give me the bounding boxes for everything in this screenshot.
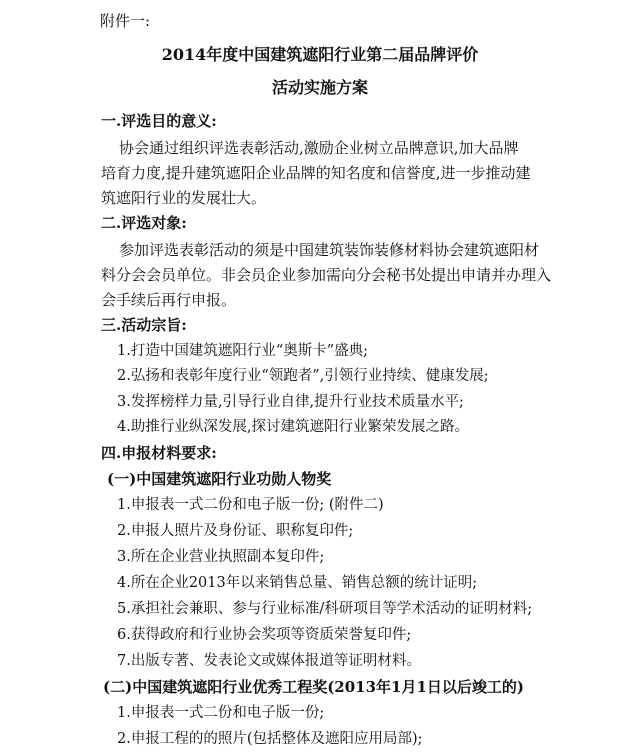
list-item: 1.打造中国建筑遮阳行业“奥斯卡”盛典; xyxy=(117,343,369,359)
list-item: 3.所在企业营业执照副本复印件; xyxy=(117,549,325,565)
paragraph-line: 会手续后再行申报。 xyxy=(101,291,237,309)
list-item: 5.承担社会兼职、参与行业标准/科研项目等学术活动的证明材料; xyxy=(117,601,533,617)
paragraph-line: 筑遮阳行业的发展壮大。 xyxy=(101,189,267,207)
subsection-title-excellent-project: (二)中国建筑遮阳行业优秀工程奖(2013年1月1日以后竣工的) xyxy=(103,678,525,696)
list-item: 4.所在企业2013年以来销售总量、销售总额的统计证明; xyxy=(117,575,478,591)
paragraph-line: 协会通过组织评选表彰活动,激励企业树立品牌意识,加大品牌 xyxy=(119,139,519,157)
section-heading-aims: 三.活动宗旨: xyxy=(101,316,187,334)
document-title-line-1: 2014年度中国建筑遮阳行业第二届品牌评价 xyxy=(161,45,479,64)
list-item: 1.申报表一式二份和电子版一份; (附件二) xyxy=(117,497,384,513)
paragraph-line: 料分会会员单位。非会员企业参加需向分会秘书处提出申请并办理入 xyxy=(101,266,552,284)
section-heading-target: 二.评选对象: xyxy=(101,214,187,232)
list-item: 2.申报工程的的照片(包括整体及遮阳应用局部); xyxy=(117,731,423,747)
paragraph-line: 培育力度,提升建筑遮阳企业品牌的知名度和信誉度,进一步推动建 xyxy=(101,164,531,182)
list-item: 1.申报表一式二份和电子版一份; xyxy=(117,705,325,721)
subsection-title-merit-person: (一)中国建筑遮阳行业功勋人物奖 xyxy=(107,470,332,488)
list-item: 3.发挥榜样力量,引导行业自律,提升行业技术质量水平; xyxy=(117,394,464,410)
section-heading-materials: 四.申报材料要求: xyxy=(101,444,217,462)
section-heading-purpose: 一.评选目的意义: xyxy=(101,112,217,130)
list-item: 2.申报人照片及身份证、职称复印件; xyxy=(117,523,354,539)
paragraph-line: 参加评选表彰活动的须是中国建筑装饰装修材料协会建筑遮阳材 xyxy=(119,241,540,259)
list-item: 7.出版专著、发表论文或媒体报道等证明材料。 xyxy=(117,653,421,669)
list-item: 4.助推行业纵深发展,探讨建筑遮阳行业繁荣发展之路。 xyxy=(117,419,469,435)
document-title-line-2: 活动实施方案 xyxy=(271,78,368,97)
attachment-label: 附件一: xyxy=(100,12,151,30)
list-item: 2.弘扬和表彰年度行业“领跑者”,引领行业持续、健康发展; xyxy=(117,368,489,384)
list-item: 6.获得政府和行业协会奖项等资质荣誉复印件; xyxy=(117,627,412,643)
